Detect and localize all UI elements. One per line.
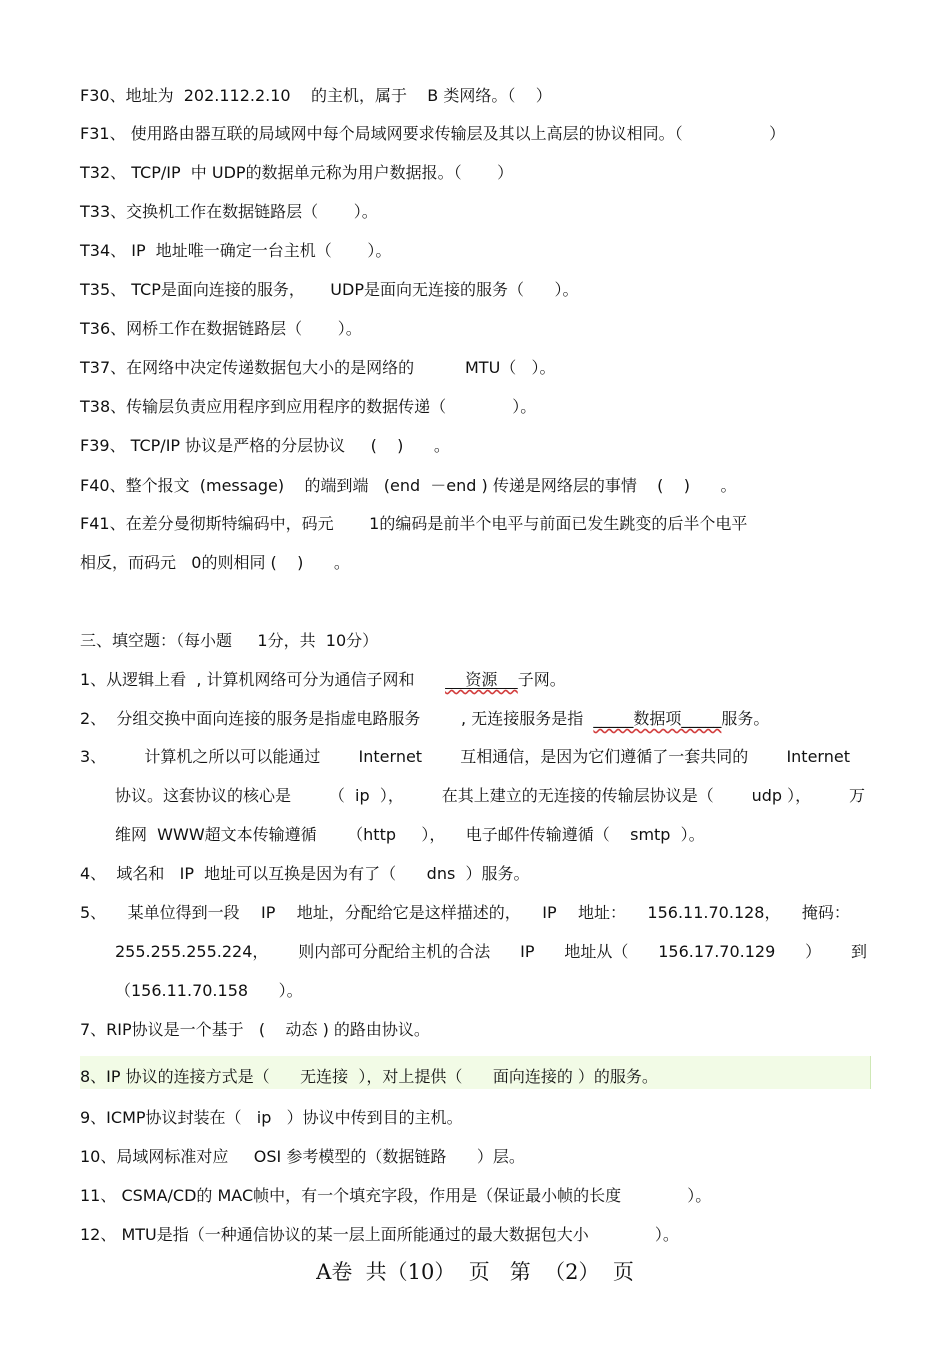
q1-text: 1、从逻辑上看 , 计算机网络可分为通信子网和 <box>80 670 446 689</box>
question-t35: T35、 TCP是面向连接的服务， UDP是面向无连接的服务（ ）。 <box>80 280 579 299</box>
q3-answer-udp: udp ）， <box>751 786 812 805</box>
question-f31: F31、 使用路由器互联的局域网中每个局域网要求传输层及其以上高层的协议相同。（ ） <box>80 124 786 143</box>
fill-question-3-line-2 <box>115 785 865 807</box>
question-f41: F41、在差分曼彻斯特编码中，码元 1的编码是前半个电平与前面已发生跳变的后半个电平 <box>80 514 748 533</box>
q5-text-g: IP <box>520 942 535 961</box>
question-t38: T38、传输层负责应用程序到应用程序的数据传递（ ）。 <box>80 397 537 416</box>
q5-text-i: ） <box>805 942 822 961</box>
q3-text-a: 计算机之所以可以能通过 <box>144 747 321 766</box>
q3-text-e: 协议。这套协议的核心是 <box>115 786 292 805</box>
q3-text-f: 在其上建立的无连接的传输层协议是（ <box>441 786 714 805</box>
q3-text-g: 万 <box>848 786 865 805</box>
fill-question-7: 7、RIP协议是一个基于 ( 动态 ) 的路由协议。 <box>80 1020 430 1039</box>
q5-text-c: 地址，分配给它是这样描述的， <box>296 903 521 922</box>
q5-mask-label: 掩码： <box>801 903 850 922</box>
question-f40: F40、整个报文 (message) 的端到端 (end －end ) 传递是网络层的事情 ( ) 。 <box>80 476 737 495</box>
fill-question-4: 4、 域名和 IP 地址可以互换是因为有了（ dns ）服务。 <box>80 864 530 883</box>
q3-text-d: Internet <box>786 747 850 766</box>
fill-question-9: 9、ICMP协议封装在（ ip ）协议中传到目的主机。 <box>80 1108 463 1127</box>
q2-answer: _____数据项_____ <box>593 709 722 728</box>
fill-question-3-line-1 <box>80 746 850 768</box>
question-t37: T37、在网络中决定传递数据包大小的是网络的 MTU（ ）。 <box>80 358 556 377</box>
q5-answer-start: 156.17.70.129 <box>658 942 776 961</box>
q5-text-j: 到 <box>850 942 867 961</box>
fill-question-3-line-3: 维网 WWW超文本传输遵循 （http ）， 电子邮件传输遵循（ smtp ）。 <box>115 825 705 844</box>
fill-question-5-line-2 <box>115 941 867 963</box>
question-f39: F39、 TCP/IP 协议是严格的分层协议 ( ) 。 <box>80 436 450 455</box>
fill-question-5-line-1 <box>80 902 850 924</box>
question-t34: T34、 IP 地址唯一确定一台主机（ ）。 <box>80 241 392 260</box>
fill-question-12: 12、 MTU是指（一种通信协议的某一层上面所能通过的最大数据包大小 ）。 <box>80 1225 679 1244</box>
fill-question-10: 10、局域网标准对应 OSI 参考模型的（数据链路 ）层。 <box>80 1147 525 1166</box>
q1-suffix: 子网。 <box>517 670 566 689</box>
question-f41-continued: 相反，而码元 0的则相同 ( ) 。 <box>80 553 350 572</box>
question-t36: T36、网桥工作在数据链路层（ ）。 <box>80 319 362 338</box>
fill-question-11: 11、 CSMA/CD的 MAC帧中，有一个填充字段，作用是（保证最小帧的长度 ）。 <box>80 1186 712 1205</box>
q3-text-c: 互相通信，是因为它们遵循了一套共同的 <box>460 747 749 766</box>
q2-text: 2、 分组交换中面向连接的服务是指虚电路服务 , 无连接服务是指 <box>80 709 594 728</box>
q2-suffix: 服务。 <box>721 709 770 728</box>
q5-text-f: 则内部可分配给主机的合法 <box>298 942 491 961</box>
section-title: 三、填空题：（每小题 1分，共 10分） <box>80 631 379 650</box>
question-f30: F30、地址为 202.112.2.10 的主机，属于 B 类网络。（ ） <box>80 86 552 105</box>
q3-answer-ip: （ ip ）， <box>328 786 404 805</box>
q5-text-a: 某单位得到一段 <box>127 903 240 922</box>
question-t32: T32、 TCP/IP 中 UDP的数据单元称为用户数据报。（ ） <box>80 163 514 182</box>
q5-text-d: IP <box>542 903 557 922</box>
page-footer: A卷 共（10） 页 第 （2） 页 <box>316 1260 634 1284</box>
q3-number: 3、 <box>80 747 107 766</box>
q5-text-e: 地址： <box>578 903 627 922</box>
q5-mask: 255.255.255.224， <box>115 942 269 961</box>
q5-address: 156.11.70.128， <box>647 903 781 922</box>
fill-question-5-line-3: （156.11.70.158 ）。 <box>115 981 303 1000</box>
q5-text-b: IP <box>261 903 276 922</box>
fill-question-2 <box>80 708 769 730</box>
q3-text-b: Internet <box>358 747 423 766</box>
fill-question-8: 8、IP 协议的连接方式是（ 无连接 ），对上提供（ 面向连接的 ）的服务。 <box>80 1067 658 1086</box>
q5-text-h: 地址从（ <box>564 942 629 961</box>
question-t33: T33、交换机工作在数据链路层（ ）。 <box>80 202 378 221</box>
q1-answer: 资源 <box>445 670 518 689</box>
q5-number: 5、 <box>80 903 107 922</box>
fill-question-1 <box>80 669 566 691</box>
